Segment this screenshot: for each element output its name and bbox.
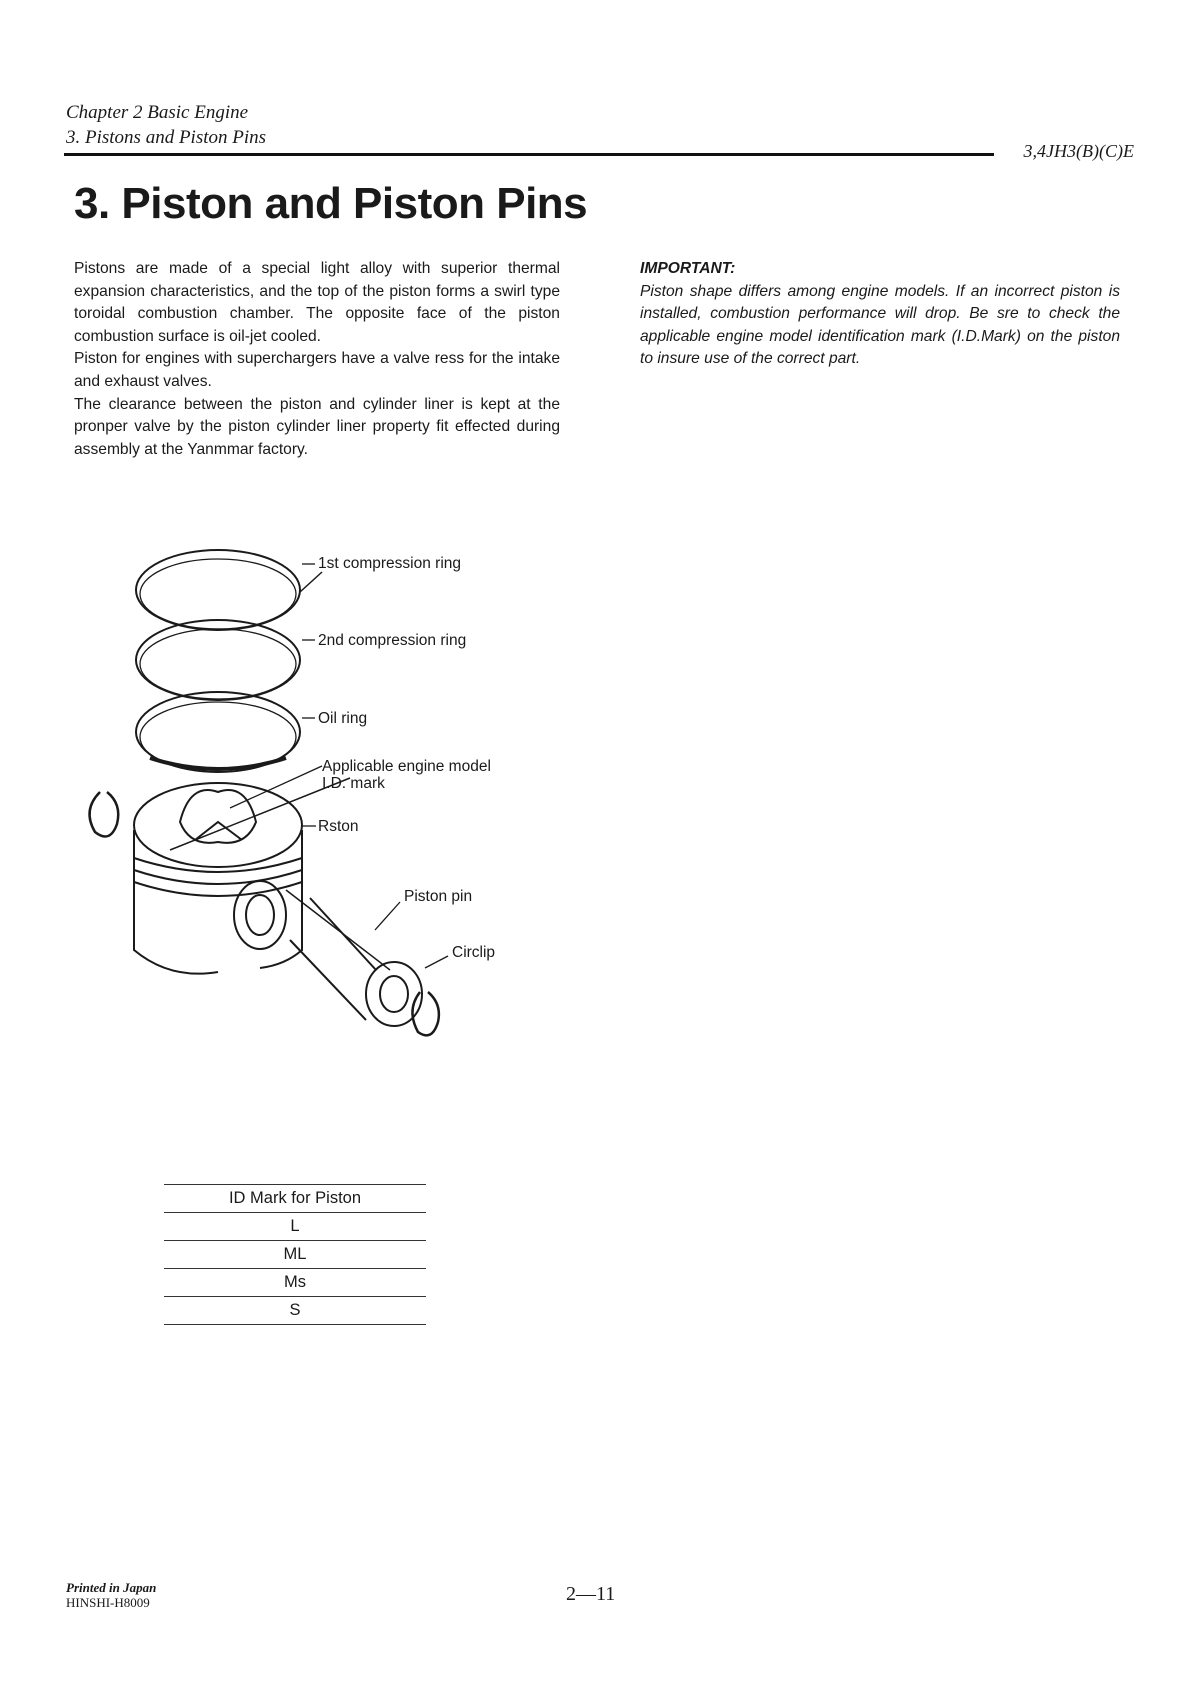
label-piston: Rston (318, 818, 359, 835)
engine-model-code: 3,4JH3(B)(C)E (1023, 141, 1134, 161)
label-id-mark-line2: I.D. mark (322, 775, 385, 792)
table-row (164, 1213, 426, 1241)
intro-paragraph-3: The clearance between the piston and cylinder liner is kept at the pronper valve by the piston cylinder liner property fit effected during assembly at the Yanmmar factory. (74, 395, 560, 458)
label-oil-ring: Oil ring (318, 710, 368, 727)
label-circlip: Circlip (452, 944, 496, 961)
label-piston-pin: Piston pin (404, 888, 473, 905)
intro-paragraph-1: Pistons are made of a special light alloy with superior thermal expansion characteristics, and the top of the piston forms a swirl type toroidal combustion chamber. The opposite face of the piston combustion surface is oil-jet cooled. (74, 260, 560, 345)
table-row (164, 1269, 426, 1297)
table-row (164, 1241, 426, 1269)
important-text: Piston shape differs among engine models. If an incorrect piston is installed, combustion performance will drop. Be sre to check the applicable engine model identification mark (I.D.Mark) on the piston to insure use of the correct part. (640, 282, 1120, 368)
page-number: 2—11 (566, 1583, 616, 1605)
table-cell: Ms (164, 1269, 426, 1297)
label-id-mark-line1: Applicable engine model (322, 758, 491, 775)
id-mark-table (164, 1184, 426, 1325)
important-label: IMPORTANT: (640, 260, 736, 277)
header-rule (64, 153, 994, 156)
footer-printed: Printed in Japan (66, 1580, 157, 1595)
intro-paragraph-2: Piston for engines with superchargers have a valve ress for the intake and exhaust valves. (74, 350, 560, 390)
piston-pin-drawing (286, 890, 422, 1026)
piston-assembly-figure (60, 540, 620, 1130)
label-first-compression-ring: 1st compression ring (318, 555, 462, 572)
table-cell: L (164, 1213, 426, 1241)
oil-ring-drawing (136, 692, 300, 772)
piston-drawing (134, 778, 350, 974)
second-compression-ring-drawing (136, 620, 300, 700)
first-compression-ring-drawing (136, 550, 322, 630)
intro-text (74, 258, 560, 461)
table-cell: ML (164, 1241, 426, 1269)
footer-doc-code: HINSHI-H8009 (66, 1595, 150, 1610)
label-second-compression-ring: 2nd compression ring (318, 632, 467, 649)
table-row (164, 1297, 426, 1325)
section-heading: 3. Pistons and Piston Pins (66, 127, 267, 148)
chapter-heading: Chapter 2 Basic Engine (66, 102, 249, 123)
table-cell: S (164, 1297, 426, 1325)
table-header: ID Mark for Piston (164, 1185, 426, 1213)
page-title: 3. Piston and Piston Pins (74, 179, 588, 228)
left-circlip-drawing (90, 792, 119, 837)
important-note (640, 258, 1120, 371)
